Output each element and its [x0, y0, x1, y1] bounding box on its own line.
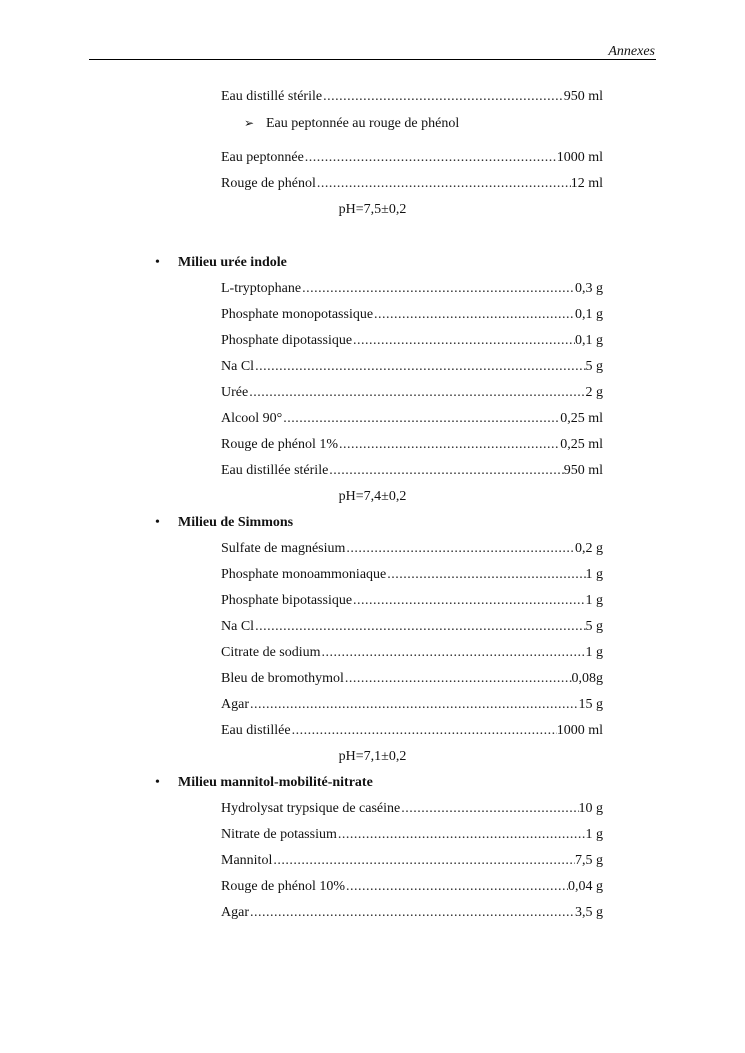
ingredient-row [221, 536, 603, 562]
ingredient-quantity: 7,5 g [575, 853, 603, 868]
section-heading [155, 510, 745, 536]
dot-leader [338, 432, 560, 458]
intro-block [0, 84, 745, 250]
ingredient-row [221, 900, 603, 926]
ingredient-row [221, 718, 603, 744]
dot-leader [322, 84, 564, 110]
ingredient-quantity: 1000 ml [556, 150, 603, 165]
ingredient-quantity: 10 g [578, 801, 603, 816]
dot-leader [249, 692, 579, 718]
bullet-icon: • [155, 255, 160, 270]
dot-leader [291, 718, 557, 744]
dot-leader [337, 822, 586, 848]
ingredient-quantity: 0,1 g [575, 307, 603, 322]
ingredient-row [221, 796, 603, 822]
ph-value: pH=7,5±0,2 [338, 202, 407, 217]
dot-leader [328, 458, 563, 484]
ingredient-name: Phosphate monopotassique [221, 307, 374, 322]
bullet-icon: • [155, 775, 160, 790]
ingredient-quantity: 1 g [585, 593, 603, 608]
arrow-bullet-icon: ➢ [244, 116, 255, 130]
ingredient-quantity: 15 g [578, 697, 603, 712]
ingredient-quantity: 1000 ml [556, 723, 603, 738]
ingredient-name: Rouge de phénol 10% [221, 879, 346, 894]
ingredient-quantity: 0,3 g [575, 281, 603, 296]
section-title: Milieu de Simmons [178, 515, 294, 530]
dot-leader [345, 536, 575, 562]
dot-leader [304, 145, 557, 171]
page-header-title: Annexes [608, 44, 655, 59]
ingredient-name: Phosphate dipotassique [221, 333, 353, 348]
ingredient-row [221, 458, 603, 484]
ingredient-quantity: 0,25 ml [560, 411, 603, 426]
ingredient-name: Nitrate de potassium [221, 827, 337, 842]
ingredient-quantity: 3,5 g [575, 905, 603, 920]
ingredient-name: Citrate de sodium [221, 645, 321, 660]
ph-value: pH=7,1±0,2 [338, 749, 407, 764]
ingredient-name: Alcool 90° [221, 411, 283, 426]
ingredient-row [221, 302, 603, 328]
ingredient-quantity: 5 g [585, 619, 603, 634]
section-mannitol-mobilite-nitrate [0, 770, 745, 926]
ingredient-quantity: 5 g [585, 359, 603, 374]
ingredient-name: Rouge de phénol 1% [221, 437, 339, 452]
ingredient-row [221, 380, 603, 406]
bullet-icon: • [155, 515, 160, 530]
dot-leader [373, 302, 575, 328]
ingredient-name: Eau distillée stérile [221, 463, 329, 478]
dot-leader [345, 874, 568, 900]
ingredient-quantity: 950 ml [563, 463, 603, 478]
section-title: Milieu mannitol-mobilité-nitrate [178, 775, 373, 790]
ingredient-row [221, 562, 603, 588]
ingredient-name: Na Cl [221, 359, 255, 374]
ingredient-name: Mannitol [221, 853, 273, 868]
dot-leader [254, 614, 585, 640]
ingredient-quantity: 0,25 ml [560, 437, 603, 452]
ingredient-quantity: 0,1 g [575, 333, 603, 348]
ingredient-quantity: 12 ml [570, 176, 603, 191]
ingredient-name: L-tryptophane [221, 281, 302, 296]
ingredient-name: Agar [221, 905, 249, 920]
ingredient-quantity: 0,2 g [575, 541, 603, 556]
dot-leader [352, 328, 575, 354]
ingredient-quantity: 1 g [585, 645, 603, 660]
dot-leader [301, 276, 575, 302]
ingredient-row [221, 692, 603, 718]
ingredient-quantity: 0,08g [571, 671, 603, 686]
ingredient-row [221, 406, 603, 432]
dot-leader [316, 171, 571, 197]
ingredient-row [221, 822, 603, 848]
section-heading [155, 250, 745, 276]
section-heading [155, 770, 745, 796]
section-uree-indole [0, 250, 745, 510]
ingredient-row [221, 354, 603, 380]
ingredient-quantity: 1 g [585, 827, 603, 842]
section-simmons [0, 510, 745, 770]
dot-leader [352, 588, 585, 614]
ingredient-row [221, 432, 603, 458]
ingredient-row [221, 588, 603, 614]
ingredient-row [221, 84, 603, 110]
ingredient-quantity: 0,04 g [568, 879, 603, 894]
ingredient-name: Eau distillée [221, 723, 291, 738]
dot-leader [321, 640, 586, 666]
document-body [0, 84, 745, 926]
ingredient-name: Bleu de bromothymol [221, 671, 344, 686]
dot-leader [254, 354, 585, 380]
ingredient-row [221, 666, 603, 692]
ingredient-row [221, 848, 603, 874]
ingredient-quantity: 950 ml [563, 89, 603, 104]
section-title: Milieu urée indole [178, 255, 287, 270]
dot-leader [386, 562, 585, 588]
ingredient-name: Eau distillé stérile [221, 89, 323, 104]
ingredient-name: Urée [221, 385, 249, 400]
ingredient-row [221, 640, 603, 666]
ingredient-name: Hydrolysat trypsique de caséine [221, 801, 401, 816]
ingredient-name: Agar [221, 697, 249, 712]
ingredient-row [221, 171, 603, 197]
dot-leader [272, 848, 575, 874]
ingredient-name: Phosphate monoammoniaque [221, 567, 387, 582]
subheading-label: Eau peptonnée au rouge de phénol [266, 116, 460, 131]
ingredient-name: Sulfate de magnésium [221, 541, 346, 556]
ingredient-row [221, 874, 603, 900]
ingredient-row [221, 145, 603, 171]
header-divider [89, 59, 656, 60]
dot-leader [248, 380, 585, 406]
subheading [244, 110, 745, 136]
ingredient-name: Eau peptonnée [221, 150, 304, 165]
ingredient-quantity: 2 g [585, 385, 603, 400]
dot-leader [400, 796, 578, 822]
dot-leader [282, 406, 560, 432]
ingredient-row [221, 328, 603, 354]
ingredient-quantity: 1 g [585, 567, 603, 582]
ingredient-row [221, 276, 603, 302]
ingredient-name: Rouge de phénol [221, 176, 316, 191]
ph-value: pH=7,4±0,2 [338, 489, 407, 504]
ingredient-row [221, 614, 603, 640]
ingredient-name: Na Cl [221, 619, 255, 634]
dot-leader [344, 666, 572, 692]
ingredient-name: Phosphate bipotassique [221, 593, 353, 608]
dot-leader [249, 900, 575, 926]
